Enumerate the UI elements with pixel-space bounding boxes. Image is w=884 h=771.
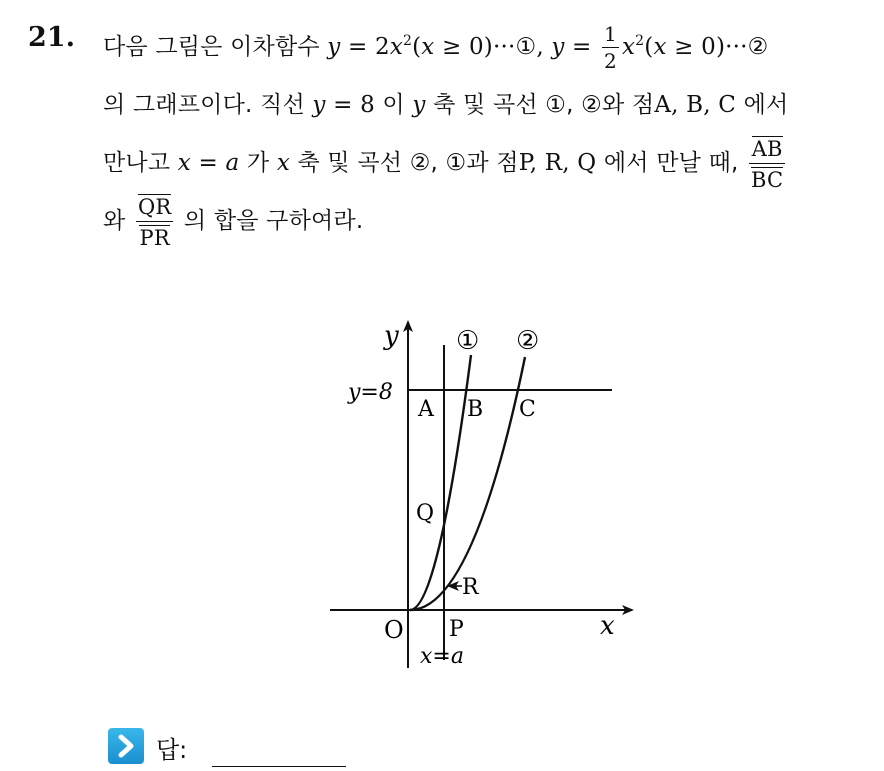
- vline-label: x=a: [420, 644, 464, 669]
- math-text: (: [412, 34, 422, 60]
- math-var: x: [621, 34, 636, 60]
- math-text: (: [644, 34, 654, 60]
- fraction-numerator: 1: [604, 22, 617, 46]
- point-r-label: R: [462, 575, 479, 600]
- y-axis-label: y: [384, 321, 399, 351]
- text-segment: 축 및 곡선 ①, ②와 점: [425, 92, 655, 118]
- text-segment: 의 합을 구하여라.: [176, 208, 364, 234]
- math-text: =: [564, 34, 600, 60]
- math-text: ≥ 0)···②: [666, 34, 769, 60]
- math-var: x: [177, 150, 191, 176]
- text-segment: 의 그래프이다. 직선: [103, 92, 313, 118]
- segment-ab: AB: [751, 137, 783, 161]
- fraction-denominator: 2: [604, 49, 617, 73]
- math-var: y: [412, 92, 426, 118]
- x-axis-label: x: [600, 611, 615, 641]
- curve-2: [410, 357, 525, 610]
- curve-1: [410, 355, 471, 610]
- math-text: = 8: [325, 92, 375, 118]
- text-segment: 에서: [736, 92, 789, 118]
- text-segment: 에서 만날 때,: [596, 150, 747, 176]
- curve-2-label: ②: [516, 326, 540, 356]
- math-points: A, B, C: [654, 92, 737, 118]
- text-segment: 만나고: [103, 150, 178, 176]
- math-var: x: [421, 34, 435, 60]
- answer-blank[interactable]: [212, 766, 346, 767]
- math-text: ≥ 0)···①,: [434, 34, 552, 60]
- math-var: x: [653, 34, 667, 60]
- text-segment: 와: [103, 208, 133, 234]
- math-var: x: [276, 150, 290, 176]
- segment-qr: QR: [137, 195, 172, 219]
- math-exponent: 2: [403, 33, 413, 49]
- point-q-label: Q: [416, 501, 435, 526]
- text-segment: 축 및 곡선 ②, ①과 점: [289, 150, 519, 176]
- math-points: P, R, Q: [518, 150, 597, 176]
- point-a-label: A: [418, 397, 434, 422]
- segment-bc: BC: [751, 168, 784, 192]
- chevron-right-icon: [108, 728, 144, 764]
- point-c-label: C: [519, 397, 536, 422]
- origin-label: O: [384, 616, 404, 644]
- answer-label: 답:: [156, 736, 188, 764]
- math-var: a: [225, 150, 240, 176]
- math-var: x: [389, 34, 403, 60]
- math-exponent: 2: [635, 33, 645, 49]
- hline-label: y=8: [348, 380, 393, 405]
- math-text: = 2: [340, 34, 390, 60]
- text-segment: 가: [239, 150, 277, 176]
- point-b-label: B: [467, 397, 484, 422]
- math-var: y: [551, 34, 565, 60]
- text-segment: 이: [374, 92, 413, 118]
- text-segment: 다음 그림은 이차함수: [103, 34, 328, 60]
- math-var: y: [312, 92, 326, 118]
- problem-number: 21.: [28, 22, 75, 53]
- math-text: =: [190, 150, 226, 176]
- segment-pr: PR: [139, 226, 170, 250]
- curve-1-label: ①: [456, 326, 480, 356]
- math-var: y: [327, 34, 341, 60]
- point-p-label: P: [449, 617, 464, 642]
